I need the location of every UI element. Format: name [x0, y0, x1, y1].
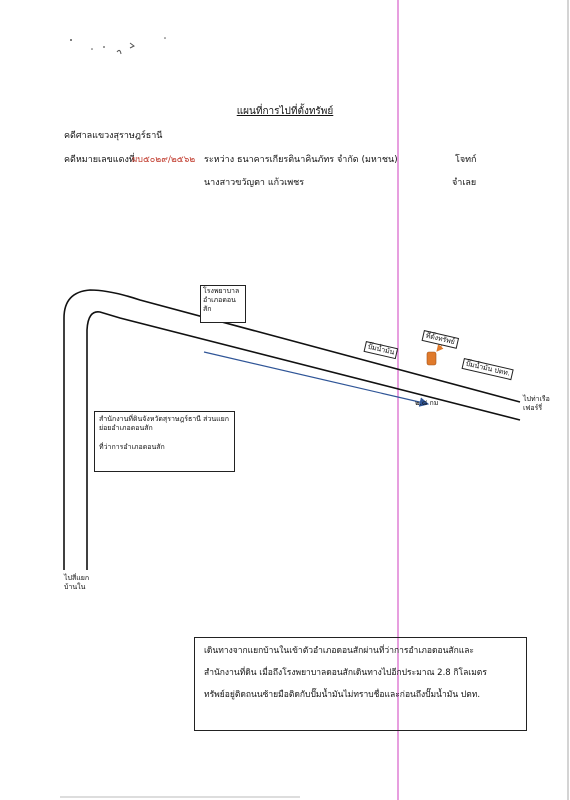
directions-line-1: เดินทางจากแยกบ้านในเข้าตัวอำเภอดอนสักผ่านที่ว่าการอำเภอดอนสักและ [204, 646, 474, 656]
directions-line-3: ทรัพย์อยู่ติดถนนซ้ายมือติดกับปั๊มน้ำมันไม่ทราบชื่อและก่อนถึงปั๊มน้ำมัน ปตท. [204, 690, 481, 700]
to-ferry-label: ไปท่าเรือ เฟอร์รี่ [523, 395, 550, 412]
directions-line-2: สำนักงานที่ดิน เมื่อถึงโรงพยาบาลดอนสักเดินทางไปอีกประมาณ 2.8 กิโลเมตร [204, 668, 487, 678]
distance-label: ๒.๘ กม [415, 399, 439, 407]
property-label: ที่ตั้งทรัพย์ [422, 330, 459, 349]
ptt-station-label: ปั๊มน้ำมัน ปตท. [462, 358, 514, 380]
travel-arrow [204, 352, 428, 404]
hospital-label: โรงพยาบาล อำเภอดอน สัก [200, 285, 246, 323]
defendant-role: จำเลย [452, 178, 477, 188]
plaintiff: ระหว่าง ธนาคารเกียรตินาคินภัทร จำกัด (มหาชน) [204, 155, 398, 165]
to-junction-label: ไปสี่แยก บ้านใน [64, 574, 90, 591]
defendant: นางสาวขวัญตา แก้วเพชร [204, 178, 305, 188]
page-title: แผนที่การไปที่ตั้งทรัพย์ [236, 106, 334, 117]
property-marker [427, 352, 436, 365]
plaintiff-role: โจทก์ [455, 155, 477, 165]
case-number: ผบ๕๐๒๙/๒๕๖๒ [132, 155, 196, 165]
directions-box [194, 637, 527, 731]
case-label: คดีหมายเลขแดงที่ [64, 155, 135, 165]
court-name: คดีศาลแขวงสุราษฎร์ธานี [64, 131, 163, 141]
gas-station-label: ปั๊มน้ำมัน [364, 341, 399, 359]
land-office-label: สำนักงานที่ดินจังหวัดสุราษฎร์ธานี ส่วนแยก ย่อยอำเภอดอนสัก ที่ว่าการอำเภอดอนสัก [94, 411, 235, 472]
